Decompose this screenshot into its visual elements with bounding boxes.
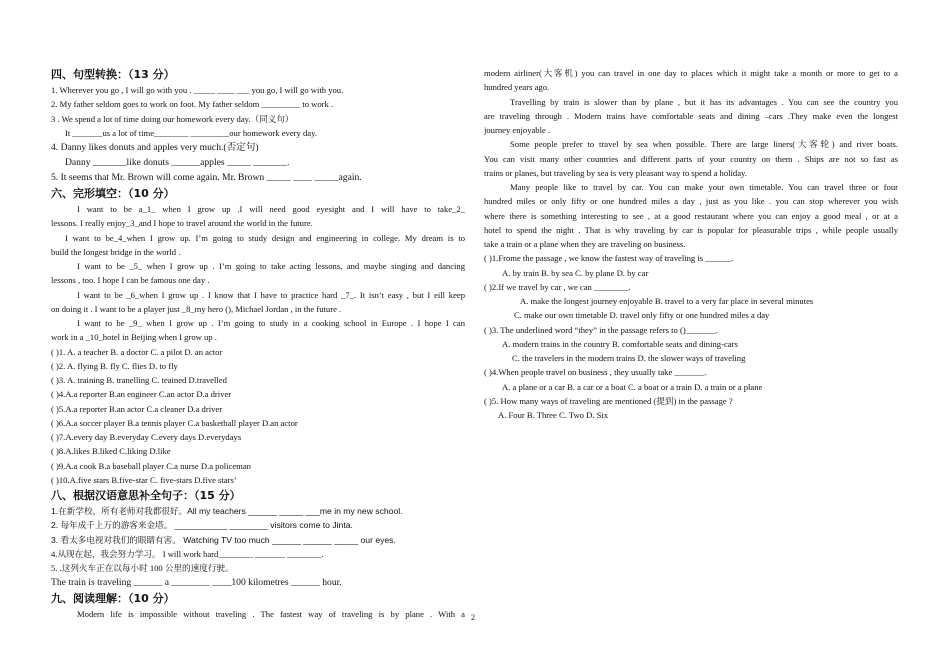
cloze-option: ( )2. A. flying B. fly C. flies D. to fly xyxy=(51,360,178,371)
s8-line: 2. 每年成千上万的游客来金塔。 ___________ ________ visitors come to Jinta. xyxy=(51,520,353,531)
s8-line: 3. 看太多电视对我们的眼睛有害。 Watching TV too much ______ ______ _____ our eyes. xyxy=(51,534,396,545)
reading-line: are traveling through . Modern trains have comfortable seats and dining –cars .They make even the longest xyxy=(484,110,898,121)
section-6-heading: 六、完形填空：（10 分） xyxy=(51,187,175,200)
s8-line: 5. .这列火车正在以每小时 100 公里的速度行驶。 xyxy=(51,563,234,573)
question-options: A. modern trains in the country B. comfortable seats and dining-cars xyxy=(502,338,738,349)
s4-line: 2. My father seldom goes to work on foot. My father seldom _________ to work . xyxy=(51,99,334,110)
reading-line: hotel to spend the night . That is why traveling by car is popular for pleasurable trips , while people usually xyxy=(484,224,898,235)
question: ( )3. The underlined word “they” in the passage refers to ()_______. xyxy=(484,324,718,335)
s4-line: 3 . We spend a lot of time doing our homework every day.（同义句） xyxy=(51,113,294,124)
cloze-option: ( )4.A.a reporter B.an engineer C.an actor D.a driver xyxy=(51,389,232,400)
question-options: A. Four B. Three C. Two D. Six xyxy=(498,410,609,420)
section-4-heading: 四、句型转换：（13 分） xyxy=(51,68,175,81)
question-options: C. the travelers in the modern trains D. the slower ways of traveling xyxy=(512,353,746,363)
page-number: 2 xyxy=(471,613,475,622)
question-options: A. make the longest journey enjoyable B. travel to a very far place in several minutes xyxy=(520,296,814,306)
s8-line: The train is traveling ______ a ________ ____100 kilometres ______ hour. xyxy=(51,577,342,589)
section-9-heading: 九、阅读理解：（10 分） xyxy=(51,592,175,606)
cloze-option: ( )6.A.a soccer player B.a tennis player C.a basketball player D.an actor xyxy=(51,417,298,428)
reading-line: modern airliner(大客机) you can travel in one day to places which it might take a month or more to get to a xyxy=(484,68,898,78)
section-8-heading: 八、根据汉语意思补全句子：（15 分） xyxy=(51,489,241,502)
cloze-line: build the longest bridge in the world . xyxy=(51,246,181,257)
s4-line: 1. Wherever you go , I will go with you . _____ ____ ___ you go, I will go with you. xyxy=(51,85,344,95)
s4-line: It _______us a lot of time________ _________our homework every day. xyxy=(65,127,317,138)
s4-line: 5. It seems that Mr. Brown will come again. Mr. Brown _____ ____ _____again. xyxy=(51,172,362,183)
cloze-line: I want to be_4_when I grow up. I’m going to study design and engineering in college. My dream is to xyxy=(65,232,465,243)
cloze-line: I want to be _9_ when I grow up . I’m going to study in a cooking school in Europe . I hope I can xyxy=(77,318,465,328)
cloze-option: ( )9.A.a cook B.a baseball player C.a nurse D.a policeman xyxy=(51,460,251,471)
reading-line: take a train or a plane when they are traveling on business. xyxy=(484,239,686,249)
reading-line: Modern life is impossible without traveling . The fastest way of traveling is by plane . With a xyxy=(77,609,465,620)
reading-line: Some people prefer to travel by sea when possible. There are large liners(大客轮) and river boats. xyxy=(510,139,898,150)
reading-line: where there is something interesting to see , at a good restaurant where you can enjoy a good meal , or at a xyxy=(484,210,898,221)
question: ( )5. How many ways of traveling are mentioned (提到) in the passage ? xyxy=(484,395,733,406)
question: ( )4.When people travel on business , they usually take _______. xyxy=(484,367,707,378)
reading-line: Many people like to travel by car. You can make your own timetable. You can travel three or four xyxy=(510,182,898,192)
s8-line: 1.在新学校，所有老师对我都很好。All my teachers ______ _____ ___me in my new school. xyxy=(51,506,403,516)
cloze-option: ( )1. A. a teacher B. a doctor C. a pilot D. an actor xyxy=(51,346,223,357)
cloze-line: I want to be _5_ when I grow up . I’m going to take acting lessons, and maybe singing and dancing xyxy=(77,261,465,271)
reading-line: journey enjoyable . xyxy=(484,125,551,135)
reading-line: trains or planes, but traveling by sea is very pleasant way to spend a holiday. xyxy=(484,167,747,178)
s8-line: 4.从现在起，我会努力学习。 I will work hard________ _______ ________. xyxy=(51,548,324,559)
question-options: C. make our own timetable D. travel only fifty or one hundred miles a day xyxy=(514,310,770,321)
cloze-option: ( )5.A.a reporter B.an actor C.a cleaner D.a driver xyxy=(51,403,223,414)
cloze-line: I want to be a_1_ when I grow up .I will need good eyesight and I will have to take_2_ xyxy=(77,204,465,214)
right-column xyxy=(484,66,898,422)
reading-line: hundred miles or only fifty or one hundred miles a day , just as you like . you can stop wherever you wish xyxy=(484,196,898,207)
cloze-option: ( )7.A.every day B.everyday C.every days D.everydays xyxy=(51,432,242,442)
cloze-line: work in a _10_hotel in Beijing when I grow up . xyxy=(51,332,217,343)
cloze-option: ( )10.A.five stars B.five-star C. five-stars D.five stars’ xyxy=(51,474,237,485)
s4-line: 4. Danny likes donuts and apples very much.(否定句) xyxy=(51,142,259,153)
cloze-line: I want to be _6_when I grow up . I know that I have to practice hard _7_. It isn’t easy , but I eill keep xyxy=(77,289,465,300)
question-options: A. a plane or a car B. a car or a boat C. a boat or a train D. a train or a plane xyxy=(502,381,763,392)
reading-line: You can visit many other countries and different parts of your country on them . Ships are not so fast as xyxy=(484,153,898,164)
reading-line: hundred years ago. xyxy=(484,82,550,93)
question: ( )1.Frome the passage , we know the fastest way of traveling is ______. xyxy=(484,253,734,264)
s4-line: Danny _______like donuts ______apples _____ _______. xyxy=(65,157,290,168)
left-column xyxy=(51,66,465,622)
cloze-line: lessons. I really enjoy_3_and I hope to travel around the world in the future. xyxy=(51,218,313,229)
cloze-option: ( )8.A.likes B.liked C.liking D.like xyxy=(51,446,171,457)
question: ( )2.If we travel by car , we can ________. xyxy=(484,281,631,292)
question-options: A. by train B. by sea C. by plane D. by car xyxy=(502,267,649,278)
reading-line: Travelling by train is slower than by plane , but it has its advantages . You can see the country you xyxy=(510,96,898,107)
cloze-line: on doing it . I want to be a player just _8_my hero (), Michael Jordan , in the future . xyxy=(51,303,342,314)
cloze-line: lessons , too. I hope I can be famous one day . xyxy=(51,275,210,286)
cloze-option: ( )3. A. training B. tranelling C. teained D.travelled xyxy=(51,375,227,385)
